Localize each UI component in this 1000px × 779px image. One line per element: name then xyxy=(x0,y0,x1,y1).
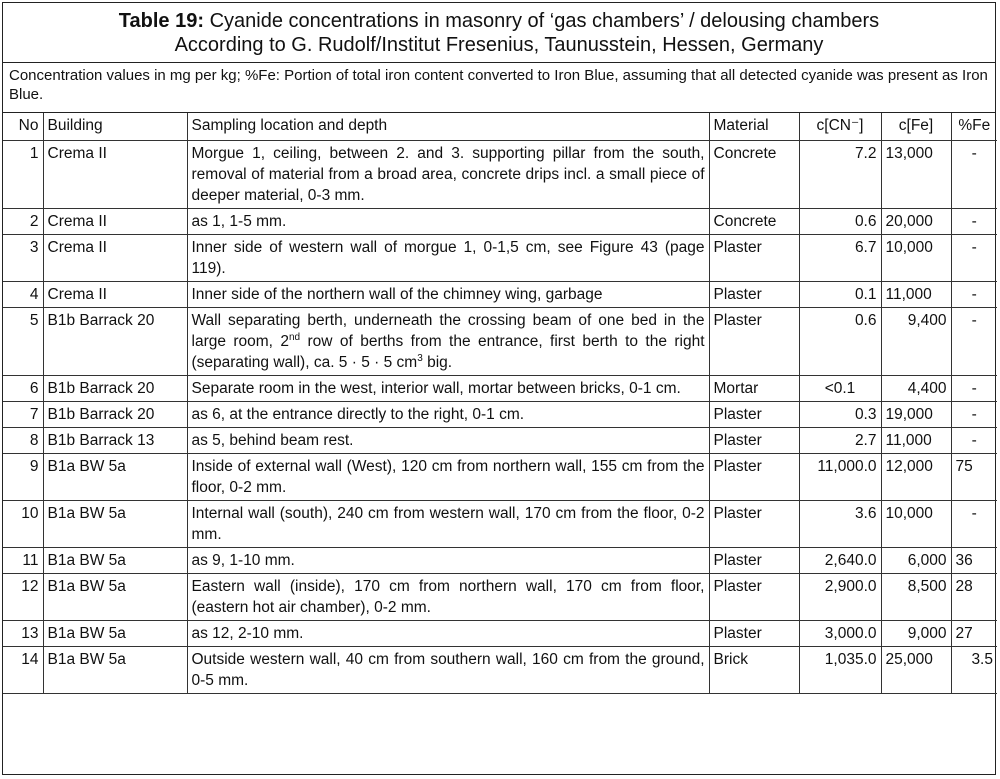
header-ccn: c[CN⁻] xyxy=(799,113,881,141)
header-pfe: %Fe xyxy=(951,113,997,141)
table-title-box xyxy=(3,3,995,63)
header-cfe: c[Fe] xyxy=(881,113,951,141)
cell-ccn: 0.1 xyxy=(799,282,881,308)
cell-ccn: 0.6 xyxy=(799,209,881,235)
cell-building: B1a BW 5a xyxy=(43,501,187,548)
cell-cfe: 4,400 xyxy=(881,376,951,402)
cell-pfe: 28 xyxy=(951,574,997,621)
cell-building: B1a BW 5a xyxy=(43,621,187,647)
cell-building: B1b Barrack 20 xyxy=(43,308,187,376)
cell-no: 8 xyxy=(3,428,43,454)
cell-material: Mortar xyxy=(709,376,799,402)
cell-material: Plaster xyxy=(709,402,799,428)
cell-cfe: 6,000 xyxy=(881,548,951,574)
cell-material: Plaster xyxy=(709,308,799,376)
table-row xyxy=(3,376,997,402)
cell-ccn: <0.1 xyxy=(799,376,881,402)
cell-pfe: 3.5 xyxy=(951,647,997,694)
table-row xyxy=(3,647,997,694)
header-no: No xyxy=(3,113,43,141)
cell-location: as 1, 1-5 mm. xyxy=(187,209,709,235)
cell-no: 11 xyxy=(3,548,43,574)
table-row xyxy=(3,141,997,209)
cell-building: Crema II xyxy=(43,141,187,209)
cell-pfe: 75 xyxy=(951,454,997,501)
cell-building: Crema II xyxy=(43,209,187,235)
cell-cfe: 11,000 xyxy=(881,428,951,454)
cell-cfe: 19,000 xyxy=(881,402,951,428)
cell-location: as 12, 2-10 mm. xyxy=(187,621,709,647)
cell-no: 2 xyxy=(3,209,43,235)
cell-ccn: 1,035.0 xyxy=(799,647,881,694)
title-line-1: Cyanide concentrations in masonry of ‘gas chambers’ / delousing chambers xyxy=(209,10,880,32)
cell-no: 6 xyxy=(3,376,43,402)
table-body xyxy=(3,141,997,694)
cell-material: Plaster xyxy=(709,235,799,282)
cell-building: Crema II xyxy=(43,282,187,308)
cell-ccn: 2,900.0 xyxy=(799,574,881,621)
cell-building: Crema II xyxy=(43,235,187,282)
header-building: Building xyxy=(43,113,187,141)
cell-pfe: - xyxy=(951,376,997,402)
cell-no: 4 xyxy=(3,282,43,308)
cell-pfe: - xyxy=(951,402,997,428)
cell-no: 9 xyxy=(3,454,43,501)
table-row xyxy=(3,548,997,574)
cell-cfe: 9,000 xyxy=(881,621,951,647)
cell-no: 3 xyxy=(3,235,43,282)
location-superscript: nd xyxy=(289,331,301,343)
cell-location xyxy=(187,308,709,376)
cell-pfe: 36 xyxy=(951,548,997,574)
cell-ccn: 0.6 xyxy=(799,308,881,376)
table-row xyxy=(3,454,997,501)
cell-ccn: 2,640.0 xyxy=(799,548,881,574)
cell-location: as 9, 1-10 mm. xyxy=(187,548,709,574)
header-location: Sampling location and depth xyxy=(187,113,709,141)
cell-ccn: 0.3 xyxy=(799,402,881,428)
cell-location: Separate room in the west, interior wall, mortar between bricks, 0-1 cm. xyxy=(187,376,709,402)
location-text: Wall separating berth, underneath the crossing beam of one bed in the large room, 2 xyxy=(191,312,705,350)
cell-no: 14 xyxy=(3,647,43,694)
table-title xyxy=(3,3,995,57)
cell-pfe: - xyxy=(951,308,997,376)
cell-cfe: 13,000 xyxy=(881,141,951,209)
cell-material: Plaster xyxy=(709,574,799,621)
data-table xyxy=(3,113,997,694)
cell-ccn: 11,000.0 xyxy=(799,454,881,501)
cell-cfe: 8,500 xyxy=(881,574,951,621)
cell-pfe: 27 xyxy=(951,621,997,647)
cell-building: B1b Barrack 20 xyxy=(43,376,187,402)
table-row xyxy=(3,209,997,235)
cell-material: Plaster xyxy=(709,282,799,308)
cell-material: Plaster xyxy=(709,548,799,574)
cell-no: 12 xyxy=(3,574,43,621)
cell-cfe: 25,000 xyxy=(881,647,951,694)
cell-pfe: - xyxy=(951,501,997,548)
cell-building: B1a BW 5a xyxy=(43,647,187,694)
cell-material: Plaster xyxy=(709,501,799,548)
cell-location: Eastern wall (inside), 170 cm from northern wall, 170 cm from floor, (eastern hot air chamber), 0-2 mm. xyxy=(187,574,709,621)
title-line-2: According to G. Rudolf/Institut Fresenius, Taunusstein, Hessen, Germany xyxy=(174,34,824,56)
cell-ccn: 6.7 xyxy=(799,235,881,282)
table-row xyxy=(3,235,997,282)
cell-building: B1a BW 5a xyxy=(43,574,187,621)
cell-no: 13 xyxy=(3,621,43,647)
cell-building: B1b Barrack 13 xyxy=(43,428,187,454)
table-row xyxy=(3,308,997,376)
cell-location: Morgue 1, ceiling, between 2. and 3. supporting pillar from the south, removal of material from a broad area, concrete drips incl. a small piece of deeper material, 0-3 mm. xyxy=(187,141,709,209)
cell-cfe: 20,000 xyxy=(881,209,951,235)
cell-building: B1a BW 5a xyxy=(43,454,187,501)
cell-ccn: 7.2 xyxy=(799,141,881,209)
cell-ccn: 3.6 xyxy=(799,501,881,548)
cell-cfe: 10,000 xyxy=(881,501,951,548)
cell-building: B1a BW 5a xyxy=(43,548,187,574)
location-text: big. xyxy=(422,354,453,371)
cell-location: Internal wall (south), 240 cm from western wall, 170 cm from the floor, 0-2 mm. xyxy=(187,501,709,548)
cell-cfe: 9,400 xyxy=(881,308,951,376)
cell-location: Outside western wall, 40 cm from southern wall, 160 cm from the ground, 0-5 mm. xyxy=(187,647,709,694)
cell-no: 1 xyxy=(3,141,43,209)
cell-pfe: - xyxy=(951,141,997,209)
table-frame xyxy=(2,2,996,775)
cell-material: Plaster xyxy=(709,621,799,647)
table-row xyxy=(3,282,997,308)
cell-no: 10 xyxy=(3,501,43,548)
cell-pfe: - xyxy=(951,235,997,282)
cell-cfe: 10,000 xyxy=(881,235,951,282)
cell-location: Inner side of the northern wall of the chimney wing, garbage xyxy=(187,282,709,308)
cell-material: Plaster xyxy=(709,454,799,501)
cell-location: as 6, at the entrance directly to the right, 0-1 cm. xyxy=(187,402,709,428)
cell-ccn: 3,000.0 xyxy=(799,621,881,647)
cell-pfe: - xyxy=(951,209,997,235)
cell-pfe: - xyxy=(951,428,997,454)
cell-material: Concrete xyxy=(709,209,799,235)
cell-material: Concrete xyxy=(709,141,799,209)
cell-location: Inside of external wall (West), 120 cm from northern wall, 155 cm from the floor, 0-2 mm. xyxy=(187,454,709,501)
cell-location: Inner side of western wall of morgue 1, 0-1,5 cm, see Figure 43 (page 119). xyxy=(187,235,709,282)
cell-location: as 5, behind beam rest. xyxy=(187,428,709,454)
table-note: Concentration values in mg per kg; %Fe: Portion of total iron content converted to Iron Blue, assuming that all detected cyanide was present as Iron Blue. xyxy=(3,63,995,113)
table-row xyxy=(3,428,997,454)
location-text: row of berths from the entrance, first berth to the right (separating wall), ca. 5 · 5 · 5 cm xyxy=(191,333,705,371)
location-superscript: 3 xyxy=(417,352,423,364)
cell-cfe: 11,000 xyxy=(881,282,951,308)
cell-ccn: 2.7 xyxy=(799,428,881,454)
cell-cfe: 12,000 xyxy=(881,454,951,501)
cell-no: 5 xyxy=(3,308,43,376)
cell-material: Brick xyxy=(709,647,799,694)
table-row xyxy=(3,621,997,647)
table-row xyxy=(3,501,997,548)
cell-pfe: - xyxy=(951,282,997,308)
table-row xyxy=(3,402,997,428)
header-row xyxy=(3,113,997,141)
header-material: Material xyxy=(709,113,799,141)
cell-material: Plaster xyxy=(709,428,799,454)
cell-no: 7 xyxy=(3,402,43,428)
table-row xyxy=(3,574,997,621)
cell-building: B1b Barrack 20 xyxy=(43,402,187,428)
table-number: Table 19: xyxy=(118,10,205,32)
